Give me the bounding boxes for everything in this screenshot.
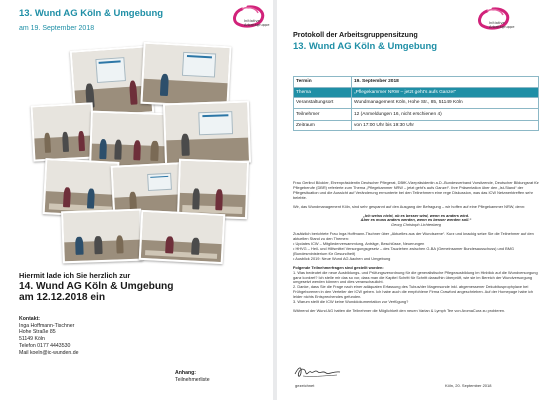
topic-list <box>293 242 539 262</box>
protocol-subtitle: Protokoll der Arbeitsgruppensitzung <box>293 30 418 39</box>
place-date: Köln, 20. September 2018 <box>445 383 492 388</box>
list-item: 1. Was bedeutet die neue Ausbildungs- und Prüfungsverordnung für die generalistische Pflegeausbildung im Hinblick auf die Wundversorgung ganz konkret? Ich stelle mir das so vor, dass man die Kapitel Schritt für Schritt daraufhin überprüft, wie sie im Bereich der Wundversorgung umgesetzt werden können und dies veranschaulicht. <box>293 269 538 285</box>
invitation-page <box>0 0 273 400</box>
table-row <box>294 120 539 131</box>
row-value: 19. September 2018 <box>352 77 539 88</box>
photo <box>139 210 226 264</box>
contact-mail[interactable]: Mail koeln@ic-wunden.de <box>19 349 79 356</box>
table-row <box>294 108 539 120</box>
annex-block <box>175 370 210 383</box>
photo <box>177 159 249 219</box>
list-item: 3. Warum stellt die ICW keine Wunddokumentation zur Verfügung? <box>293 299 409 305</box>
row-label: Veranstaltungsort <box>294 98 352 109</box>
row-label: Teilnehmer <box>294 108 352 120</box>
contact-city: 51149 Köln <box>19 336 45 343</box>
photo <box>61 209 143 264</box>
next-meeting-date: am 12.12.2018 ein <box>19 292 106 303</box>
invitation-intro: Hiermit lade ich Sie herzlich zur <box>19 271 131 280</box>
row-label: Thema <box>294 87 352 98</box>
photo-collage <box>32 42 252 264</box>
signed-label: gezeichnet <box>295 383 315 388</box>
contact-street: Hohe Straße 85 <box>19 329 56 336</box>
photo <box>140 42 231 109</box>
protocol-body <box>293 181 539 318</box>
meeting-info-table <box>293 76 539 131</box>
paragraph: Während der Wund AG hatten die Teilnehmer die Möglichkeit den neuen Varian & Lymph Tee von AromaCura zu probieren. <box>293 307 506 313</box>
contact-phone: Telefon 0177 4443530 <box>19 342 71 349</box>
paragraph: Frau Gerlind Böckler, Ehrenpräsidentin Deutscher Pflegerat, DBfK-Vizepräsidentin a.D.-Bundesverband Vorsitzende, Deutscher Bildungsrat für Pflegeberufe (DBR) referierte zum Thema „Pflegekammer NRW – jetzt geht's aufs Ganze!“. Ihre Präsentation über den „Ist-Stand“ der Pflegesituation und die Aussicht auf Veränderung ermunterte bei den Teilnehmern eine rege Diskussion, was das ICW Netzwerktreffen sehr belebte. <box>293 180 539 200</box>
contact-heading: Kontakt: <box>19 316 41 322</box>
paragraph: Wir, das Wundmanagement Köln, sind sehr gespannt auf den Ausgang der Befragung – wir hoffen auf eine Pflegekammer NRW, denn: <box>293 203 526 209</box>
logo-text: Initiative Arbeitsgruppe <box>489 21 515 29</box>
quote-author: Georg Christoph Lichtenberg <box>391 222 441 228</box>
table-row <box>294 77 539 88</box>
list-item: 2. Danke, dass Sie die Frage nach einer adäquaten Erfassung des Tubus/der Magensonde inkl. abgemessener Dekubitusprophylaxe bei Frühgeborenen in den Verteiler der ICW geben. Ich habe auch die empfohlene Firma Crawford angeschrieben. Auf der Homepage habe ich leider nichts Entsprechendes gefunden. <box>293 284 534 300</box>
row-value: von 17:00 Uhr bis 19:30 Uhr <box>352 120 539 131</box>
photo <box>163 101 251 166</box>
annex-item: Teilnehmerliste <box>175 376 210 383</box>
paragraph: Zusätzlich berichtete Frau Inga Hoffmann-Tischner über „Aktuelles aus der Wundszene“. Kurz und knackig setze Sie die Teilnehmer auf den aktuellen Stand zu den Themen: <box>293 231 534 242</box>
questions-list <box>293 271 539 305</box>
contact-block <box>19 316 78 356</box>
row-value: Wundmanagement Köln, Hohe Str., 85, 51149 Köln <box>352 98 539 109</box>
invitation-block <box>19 271 174 303</box>
protocol-page <box>277 0 551 400</box>
list-item: • HHVG – Heil- und Hilfsmittel Versorgungsgesetz – des Tauziehen zwischen G-BA (Gemeinsamer Bundesausschuss) und BMG (Bundesministerium für Gesundheit) <box>293 245 514 256</box>
quote-line: „Ich weiss nicht, ob es besser wird, wenn es anders wird. <box>362 212 470 218</box>
row-value: „Pflegekammer NRW – jetzt geht's aufs Ganze!“ <box>352 87 539 98</box>
arbeitsgruppe-logo <box>473 6 513 36</box>
event-date: am 19. September 2018 <box>19 25 95 32</box>
arbeitsgruppe-logo <box>228 4 268 34</box>
next-meeting-title: 14. Wund AG Köln & Umgebung <box>19 281 174 292</box>
contact-name: Inga Hoffmann-Tischner <box>19 322 75 329</box>
row-label: Zeitraum <box>294 120 352 131</box>
table-row <box>294 98 539 109</box>
logo-text: Initiative Arbeitsgruppe <box>244 19 270 27</box>
list-item: • Updates ICW – Mitgliederversammlung, Anträge, Beschlüsse, Neuerungen <box>293 241 425 247</box>
protocol-title: 13. Wund AG Köln & Umgebung <box>293 41 438 52</box>
annex-heading: Anhang: <box>175 370 197 376</box>
signature <box>293 364 343 380</box>
quote-line: Aber es muss anders werden, wenn es besser werden soll.“ <box>360 217 472 223</box>
photo <box>31 102 96 161</box>
table-row <box>294 87 539 98</box>
page-title: 13. Wund AG Köln & Umgebung <box>19 8 164 19</box>
list-item: • Ausblick 2019: Neue Wund AG Aachen und Umgebung <box>293 255 391 261</box>
row-value: 12 (Anmeldungen 16, nicht erschienen 4) <box>352 108 539 120</box>
row-label: Termin <box>294 77 352 88</box>
questions-heading: Folgende Teilnehmerfragen sind gestellt worden: <box>293 264 384 270</box>
